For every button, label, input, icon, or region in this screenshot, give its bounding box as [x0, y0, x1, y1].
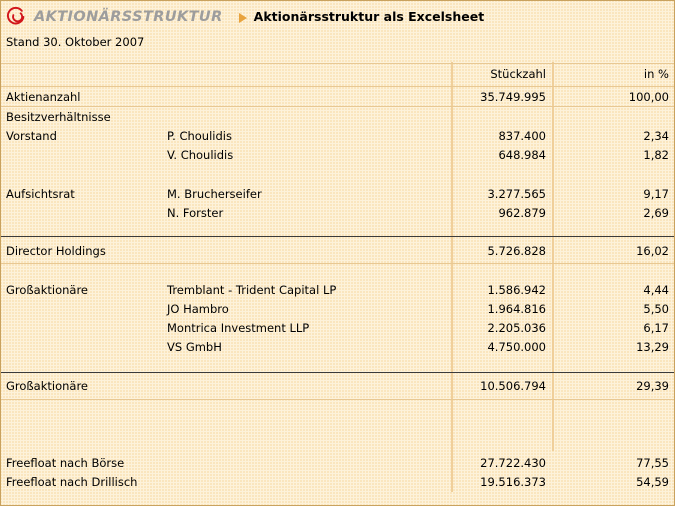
row-group-label: Vorstand — [6, 129, 57, 143]
table-row — [1, 187, 675, 206]
as-of-date-label: Stand 30. Oktober 2007 — [6, 35, 145, 49]
table-row — [1, 475, 675, 494]
row-name-label: VS GmbH — [167, 340, 222, 354]
row-percent-value: 2,69 — [643, 206, 669, 220]
row-count-value: 837.400 — [498, 129, 546, 143]
row-group-label: Aufsichtsrat — [6, 187, 75, 201]
row-group-label: Besitzverhältnisse — [6, 110, 111, 124]
row-count-value: 19.516.373 — [480, 475, 546, 489]
row-percent-value: 5,50 — [643, 302, 669, 316]
row-name-label: P. Choulidis — [167, 129, 232, 143]
table-row-subtotal — [1, 379, 675, 398]
row-percent-value: 4,44 — [643, 283, 669, 297]
row-name-label: V. Choulidis — [167, 148, 234, 162]
row-group-label: Großaktionäre — [6, 283, 88, 297]
table-row-subtotal — [1, 244, 675, 263]
table-row — [1, 340, 675, 359]
row-name-label: Tremblant - Trident Capital LP — [167, 283, 337, 297]
row-percent-value: 13,29 — [636, 340, 669, 354]
row-count-value: 10.506.794 — [480, 379, 546, 393]
brand-wordmark: AKTIONÄRSSTRUKTUR — [34, 8, 223, 25]
column-header-percent: in % — [643, 67, 669, 81]
row-count-value: 3.277.565 — [487, 187, 546, 201]
table-row — [1, 283, 675, 302]
row-group-label: Director Holdings — [6, 244, 106, 258]
row-name-label: N. Forster — [167, 206, 224, 220]
row-group-label: Großaktionäre — [6, 379, 88, 393]
row-count-value: 1.586.942 — [487, 283, 546, 297]
row-group-label: Freefloat nach Drillisch — [6, 475, 138, 489]
column-header-count: Stückzahl — [490, 67, 546, 81]
table-row — [1, 148, 675, 167]
row-percent-value: 9,17 — [643, 187, 669, 201]
row-count-value: 2.205.036 — [487, 321, 546, 335]
row-name-label: JO Hambro — [167, 302, 229, 316]
row-percent-value: 54,59 — [636, 475, 669, 489]
page-title[interactable]: Aktionärsstruktur als Excelsheet — [253, 9, 485, 24]
row-count-value: 4.750.000 — [487, 340, 546, 354]
row-name-label: M. Brucherseifer — [167, 187, 262, 201]
row-count-value: 35.749.995 — [480, 90, 546, 104]
spiral-logo-icon — [6, 6, 28, 28]
row-percent-value: 16,02 — [636, 244, 669, 258]
row-percent-value: 29,39 — [636, 379, 669, 393]
triangle-right-icon — [239, 13, 247, 23]
table-row — [1, 302, 675, 321]
table-row — [1, 321, 675, 340]
row-percent-value: 2,34 — [643, 129, 669, 143]
row-percent-value: 77,55 — [636, 456, 669, 470]
rule-below-gross-total — [1, 399, 675, 400]
row-count-value: 27.722.430 — [480, 456, 546, 470]
table-row — [1, 206, 675, 225]
row-name-label: Montrica Investment LLP — [167, 321, 310, 335]
rule-below-director — [1, 263, 675, 264]
table-header-row — [1, 67, 675, 86]
table-row — [1, 129, 675, 148]
row-group-label: Freefloat nach Börse — [6, 456, 125, 470]
rule-above-director — [1, 236, 675, 237]
row-count-value: 648.984 — [498, 148, 546, 162]
row-percent-value: 1,82 — [643, 148, 669, 162]
row-percent-value: 100,00 — [628, 90, 669, 104]
row-count-value: 962.879 — [498, 206, 546, 220]
page-header — [1, 1, 675, 32]
rule-below-header — [1, 86, 675, 87]
rule-table-top — [1, 63, 675, 64]
row-group-label: Aktienanzahl — [6, 90, 81, 104]
rule-above-gross-total — [1, 372, 675, 373]
table-row — [1, 110, 675, 129]
row-percent-value: 6,17 — [643, 321, 669, 335]
table-row — [1, 456, 675, 475]
row-count-value: 1.964.816 — [487, 302, 546, 316]
row-count-value: 5.726.828 — [487, 244, 546, 258]
table-row — [1, 90, 675, 109]
